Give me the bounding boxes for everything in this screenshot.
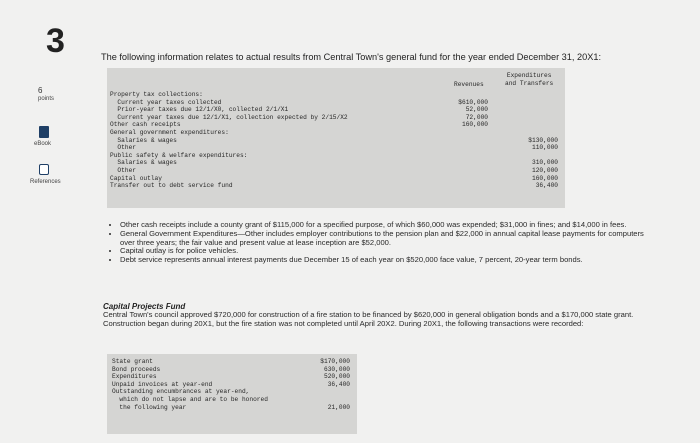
table-row-label: Other [110,167,136,174]
table-row-label: Property tax collections: [110,91,203,98]
transaction-value: $170,000 [320,358,350,365]
table-row-label: General government expenditures: [110,129,229,136]
note-item: • Other cash receipts include a county grant of $115,000 for a specified purpose, of which $60,000 was expended; $31,000 in fines; and $14,000 in fees. [120,221,660,230]
table-row-label: Salaries & wages [110,136,177,144]
expenditures-header-line2: and Transfers [505,79,554,87]
expenditures-header-line1: Expenditures [506,72,552,79]
table-row-label: Bond proceeds [112,365,161,373]
note-item: • Debt service represents annual interest payments due December 15 of each year on $520,000 face value, 7 percent, 20-year term bonds. [120,256,660,265]
note-item: • Capital outlay is for police vehicles. [120,247,660,256]
table-row-label: the following year [112,403,187,411]
table-row-label: Current year taxes collected [110,98,222,106]
capital-projects-title: Capital Projects Fund [103,302,186,311]
table-row-label: Current year taxes due 12/1/X1, collection expected by 2/15/X2 [110,113,348,121]
table-row-label: Public safety & welfare expenditures: [110,151,248,159]
table-row-label: Capital outlay [110,174,162,182]
table-row-label: Unpaid invoices at year-end [112,380,213,388]
points-label: points [38,96,55,102]
references-icon[interactable] [39,164,49,175]
expenditure-value: 36,400 [535,182,558,190]
note-item: • General Government Expenditures—Other includes employer contributions to the pension plan and $22,000 in annual capital lease payments for computers over three years; the fair value and present value at lease inception are $52,000. [120,230,660,248]
revenue-value: $610,000 [458,98,488,106]
table-row-label: Other [110,144,136,152]
expenditure-value: 310,000 [532,159,558,167]
ebook-label[interactable]: eBook [34,141,52,147]
ebook-icon[interactable] [39,126,49,138]
expenditure-value: $130,000 [528,136,558,144]
revenue-value: 72,000 [465,113,488,121]
question-number: 3 [46,22,65,60]
transaction-value: 520,000 [324,373,350,381]
transaction-value: 630,000 [324,365,350,373]
expenditure-value: 120,000 [532,167,558,174]
transaction-value: 21,000 [327,403,350,411]
table-row-label: Salaries & wages [110,159,177,167]
expenditure-value: 110,000 [532,144,558,152]
expenditures-header [505,72,553,87]
table-row-label: Expenditures [112,373,157,381]
table-row-label: State grant [112,358,153,365]
table-row-label: Transfer out to debt service fund [110,182,233,190]
notes-list [110,221,660,265]
table-row-label: Other cash receipts [110,121,181,129]
revenue-value: 160,000 [462,121,488,129]
intro-text: The following information relates to actual results from Central Town's general fund for the year ended December 31, 20X1: [101,52,602,62]
points-value: 6 [38,86,43,95]
expenditure-value: 160,000 [532,174,558,182]
table-row-label: which do not lapse and are to be honored [112,396,268,403]
capital-projects-text: Central Town's council approved $720,000 for construction of a fire station to be financed by $620,000 in general obligation bonds and a $170,000 state grant. Construction began during 20X1, but the fire station was not completed until April 20X2. During 20X1, the following transactions were recorded: [103,310,634,328]
references-label[interactable]: References [30,179,61,185]
transaction-value: 36,400 [327,380,350,388]
table-row-label: Outstanding encumbrances at year-end, [112,388,250,396]
revenue-value: 52,000 [465,106,488,114]
table-row-label: Prior-year taxes due 12/1/X0, collected 2/1/X1 [110,106,289,114]
revenues-header: Revenues [454,81,484,88]
